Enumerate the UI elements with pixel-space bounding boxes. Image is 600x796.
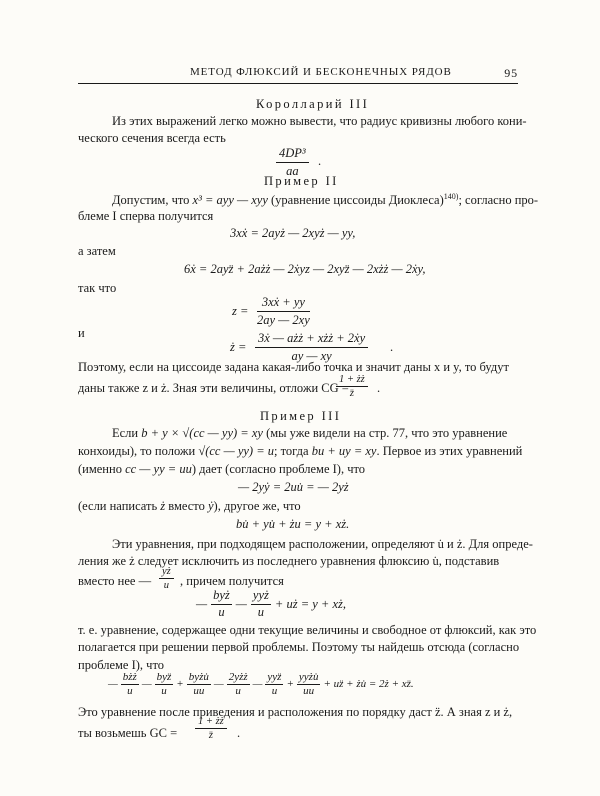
equation-4-sign-2: +: [176, 678, 184, 690]
example-2-equation-4-period: .: [390, 340, 394, 354]
footnote-ref-140: 140): [443, 192, 459, 201]
example-3-heading: Пример III: [260, 409, 342, 423]
equation-4-sign-3: —: [213, 678, 224, 690]
cissoid-equation: x³ = ayy — xyy: [192, 193, 268, 208]
page-number: 95: [504, 66, 518, 80]
example-2-word-then: а затем: [78, 244, 116, 258]
example-2-word-and: и: [78, 326, 85, 340]
example-3-paragraph-1-line-3b: , причем получится: [180, 574, 284, 588]
example-3-equation-1: — 2yẏ = 2uu̇ = — 2yż: [238, 480, 349, 494]
example-2-equation-3-lhs: z =: [232, 304, 249, 318]
equation-3-term-0: —: [196, 596, 208, 611]
example-3-paragraph-1-line-1: Эти уравнения, при подходящем расположении, определяют u̇ и ż. Для опреде-: [112, 537, 533, 551]
example-2-line-1: Допустим, что x³ = ayy — xyy (уравнение циссоиды Диоклеса)$^{140)}$; согласно про-: [112, 192, 539, 208]
equation-3-fraction-1: byż u: [213, 588, 230, 619]
equation-4-sign-4: —: [252, 678, 263, 690]
example-2-paragraph-line-1: Поэтому, если на циссоиде задана какая-либо точка и значит даны x и y, то будут: [78, 360, 509, 374]
equation-4-fraction-3: 2yżż u: [228, 671, 248, 697]
equation-4-fraction-5: yyżu̇ uu: [298, 671, 319, 697]
example-2-equation-1: 3xẋ = 2ayż — 2xyż — yy,: [230, 226, 356, 240]
equation-4-sign-1: —: [141, 678, 152, 690]
equation-4-fraction-2: byżu̇ uu: [188, 671, 209, 697]
corollary-line-2: ческого сечения всегда есть: [78, 131, 226, 145]
header-rule: [78, 83, 518, 84]
example-3-substitution-fraction: $\frac{yż}{u}$: [159, 566, 174, 591]
equation-3-fraction-3: yyż u: [252, 588, 269, 619]
example-3-line-1: Если b + y × √(cc — yy) = xy (мы уже видели на стр. 77, что это уравнение: [112, 426, 508, 440]
equation-4-fraction-0: bżż u: [122, 671, 137, 697]
example-2-cg-period: .: [377, 381, 381, 395]
example-3-paragraph-3-line-2: ты возьмешь GC =: [78, 726, 178, 740]
equation-3-term-2: —: [235, 596, 247, 611]
corollary-heading: Королларий III: [256, 97, 370, 111]
radius-formula-period: .: [318, 154, 322, 168]
example-3-equation-4: [108, 671, 414, 697]
example-3-gc-period: .: [237, 726, 241, 740]
equation-4-fraction-1: byz̈ u: [156, 671, 172, 697]
example-3-line-2: конхоиды), то положи √(cc — yy) = u; тогда bu + uy = xy. Первое из этих уравнений: [78, 444, 523, 458]
example-3-equation-3: [196, 588, 346, 620]
example-3-paragraph-1-line-3a: вместо нее —: [78, 574, 152, 588]
radius-formula-numerator: 4DP³: [276, 146, 309, 163]
equation-4-sign-5: +: [286, 678, 294, 690]
example-3-equation-2: bu̇ + yu̇ + żu = y + xż.: [236, 517, 350, 531]
example-3-line-3: (именно cc — yy = uu) дает (согласно проблеме I), что: [78, 462, 366, 476]
running-header: [78, 66, 518, 82]
example-2-equation-4-fraction: 3ẋ — ażż + xżż + 2ẋy ay — xy: [255, 331, 368, 364]
example-2-equation-3-fraction: $\frac{\text{3xẋ + yy}}{2ay — 2xy}$: [257, 295, 310, 327]
example-3-paragraph-2-line-2: полагается при решении первой проблемы. Поэтому ты найдешь отсюда (согласно: [78, 640, 520, 654]
conchoid-equation: b + y × √(cc — yy) = xy: [141, 426, 263, 440]
example-2-paragraph-line-2: даны также z и ż. Зная эти величины, отложи CG =: [78, 381, 349, 395]
example-3-line-4: (если написать ż вместо ẏ), другое же, что: [78, 499, 301, 513]
example-2-cg-fraction: $\frac{1 + żż}{z̈}$: [336, 374, 368, 399]
example-3-paragraph-2-line-1: т. е. уравнение, содержащее одни текущие величины и свободное от флюксий, как это: [78, 623, 537, 637]
equation-4-sign-0: —: [108, 678, 118, 690]
equation-4-fraction-4: yyz̈ u: [267, 671, 282, 697]
example-3-gc-fraction: $\frac{1 + żż}{z̈}$: [195, 716, 227, 741]
equation-3-term-4: + uż = y + xż,: [274, 596, 347, 611]
example-2-heading: Пример II: [264, 174, 339, 188]
running-title: МЕТОД ФЛЮКСИЙ И БЕСКОНЕЧНЫХ РЯДОВ: [190, 66, 452, 78]
example-2-equation-4-lhs: ż =: [230, 340, 247, 354]
example-2-equation-2: 6ẋ = 2ayz̈ + 2ażż — 2ẋyz — 2xyz̈ — 2xżż — 2ẋy,: [184, 262, 426, 276]
radius-formula-denominator: aa: [286, 164, 299, 178]
corollary-line-1: Из этих выражений легко можно вывести, что радиус кривизны любого кони-: [112, 114, 527, 128]
equation-4-tail: + uz̈ + żu̇ = 2ż + xz̈.: [323, 678, 414, 690]
example-2-word-so-that: так что: [78, 281, 117, 295]
example-3-paragraph-1-line-2: ления же ż следует исключить из последнего уравнения флюксию u̇, подставив: [78, 554, 500, 568]
example-3-paragraph-2-line-3: проблеме I), что: [78, 658, 165, 672]
example-3-paragraph-3-line-1: Это уравнение после приведения и расположения по порядку даст z̈. А зная z и ż,: [78, 705, 513, 719]
example-2-line-2: блеме I сперва получится: [78, 209, 214, 223]
